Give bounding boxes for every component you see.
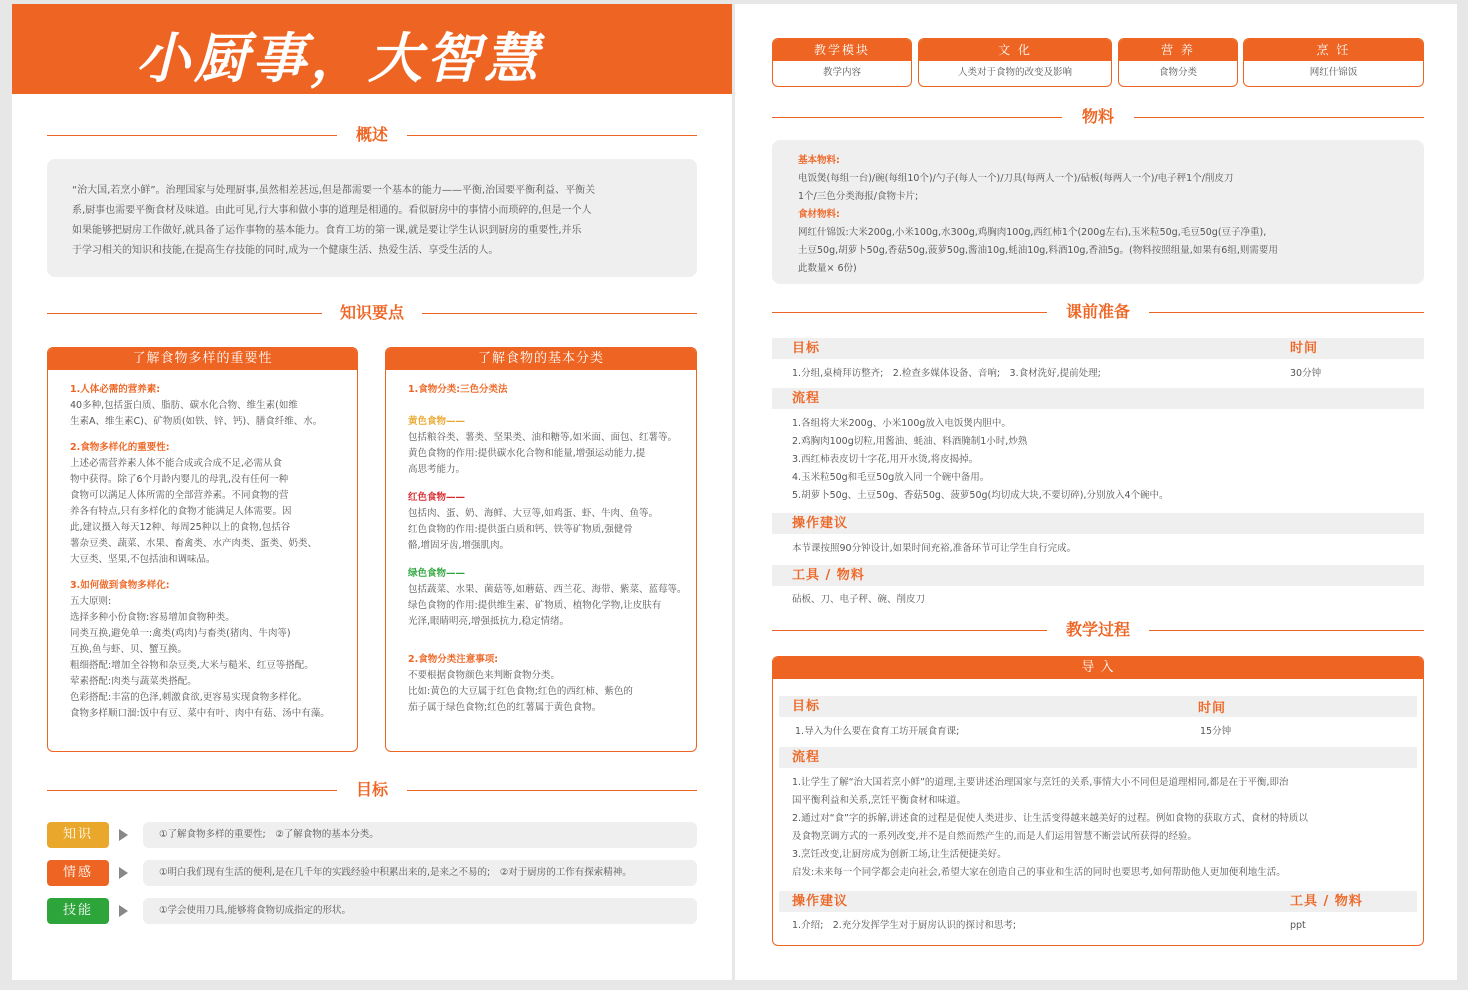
goal-text-knowledge: ①了解食物多样的重要性; ②了解食物的基本分类。 [143, 822, 697, 848]
prep-flow-band: 流程 [772, 388, 1424, 409]
process-advice-text: 1.介绍; 2.充分发挥学生对于厨房认识的探讨和思考; [792, 920, 1017, 931]
overview-heading: 概述 [47, 124, 697, 146]
goal-row-skill [47, 898, 697, 924]
card-food-variety: 了解食物多样的重要性 1.人体必需的营养素: 40多种,包括蛋白质、脂肪、碳水化合物、维生素(如维 生素A、维生素C)、矿物质(如铁、锌、钙)、膳食纤维、水。 2.食物多样化的重要性: 上述必需营养素人体不能合成或合成不足,必需从食 物中获得。除了6个月龄内婴儿的母乳,没有任何一种 食物可以满足人体所需的全部营养素。不同食物的营 养各有特点,只有多样化的食物才能满足人体需要。因 此,建议摄入每天12种、每周25种以上的食物,包括谷 薯杂豆类、蔬菜、水果、畜禽类、水产肉类、蛋类、奶类、 大豆类、坚果,不包括油和调味品。 3.如何做到食物多样化: 五大原则: 选择多种小份食物:容易增加食物种类。 同类互换,避免单一:禽类(鸡肉)与畜类(猪肉、牛肉等) 互换,鱼与虾、贝、蟹互换。 粗细搭配:增加全谷物和杂豆类,大米与糙米、红豆等搭配。 荤素搭配:肉类与蔬菜类搭配。 色彩搭配:丰富的色泽,刺激食欲,更容易实现食物多样化。 食物多样顺口溜:饭中有豆、菜中有叶、肉中有菇、汤中有藻。 [47, 347, 358, 752]
process-flow-list: 1.让学生了解“治大国若烹小鲜”的道理,主要讲述治理国家与烹饪的关系,事情大小不同但是道理相同,都是在于平衡,即治 国平衡利益和关系,烹饪平衡食材和味道。 2.通过对“食”字的拆解,讲述食的过程是促使人类进步、让生活变得越来越美好的过程。例如食物的获取方式、食材的特质以 及食物烹调方式的一系列改变,并不是自然而然产生的,而是人们运用智慧不断尝试所获得的经验。 3.烹饪改变,让厨房成为创新工场,让生活便捷美好。 启发:未来每一个同学都会走向社会,希望大家在创造自己的事业和生活的同时也要思考,如何帮助他人更加便利地生活。 [792, 777, 1308, 878]
process-flow-band: 流程 [779, 747, 1417, 768]
process-time-value: 15分钟 [1200, 726, 1232, 737]
goal-badge-emotion: 情感 [47, 860, 109, 886]
tab-culture: 文 化 人类对于食物的改变及影响 [918, 38, 1112, 87]
prep-time-value: 30分钟 [1290, 368, 1322, 379]
right-page [735, 4, 1457, 980]
process-goal-band: 目标 时间 [779, 696, 1417, 717]
title-banner [12, 4, 732, 94]
goal-text-skill: ①学会使用刀具,能够将食物切成指定的形状。 [143, 898, 697, 924]
arrow-right-icon [119, 829, 128, 841]
arrow-right-icon [119, 867, 128, 879]
process-advice-band: 操作建议 工具 / 物料 [779, 891, 1417, 912]
materials-heading: 物料 [772, 106, 1424, 128]
overview-box: “治大国,若烹小鲜”。治理国家与处理厨事,虽然相差甚远,但是都需要一个基本的能力——平衡,治国要平衡利益、平衡关 系,厨事也需要平衡食材及味道。由此可见,行大事和做小事的道理是相通的。看似厨房中的事情小而琐碎的,但是一个人 如果能够把厨房工作做好,就具备了运作事物的基本能力。食育工坊的第一课,就是要让学生认识到厨房的重要性,并乐 于学习相关的知识和技能,在提高生存技能的同时,成为一个健康生活、热爱生活、享受生活的人。 [47, 159, 697, 277]
prep-tools-band: 工具 / 物料 [772, 565, 1424, 586]
goal-row-knowledge [47, 822, 697, 848]
tab-cooking: 烹 饪 网红什锦饭 [1243, 38, 1424, 87]
goal-row-emotion [47, 860, 697, 886]
goal-badge-skill: 技能 [47, 898, 109, 924]
banner-title: 小厨事，大智慧 [136, 27, 542, 90]
arrow-right-icon [119, 905, 128, 917]
tab-module: 教学模块 教学内容 [772, 38, 912, 87]
goals-heading: 目标 [47, 779, 697, 801]
process-goal-text: 1.导入为什么要在食育工坊开展食育课; [795, 726, 960, 737]
prep-tools-text: 砧板、刀、电子秤、碗、削皮刀 [792, 594, 926, 605]
prep-advice-band: 操作建议 [772, 513, 1424, 534]
prep-flow-list: 1.各组将大米200g、小米100g放入电饭煲内胆中。 2.鸡胸肉100g切粒,用酱油、蚝油、料酒腌制1小时,炒熟 3.西红柿表皮切十字花,用开水烫,将皮揭掉。 4.玉米粒50g和毛豆50g放入同一个碗中备用。 5.胡萝卜50g、土豆50g、香菇50g、菠萝50g(均切成大块,不要切碎),分别放入4个碗中。 [792, 418, 1169, 501]
goal-text-emotion: ①明白我们现有生活的便利,是在几千年的实践经验中积累出来的,是来之不易的; ②对于厨房的工作有探索精神。 [143, 860, 697, 886]
goal-badge-knowledge: 知识 [47, 822, 109, 848]
knowledge-heading: 知识要点 [47, 302, 697, 324]
materials-box: 基本物料: 电饭煲(每组一台)/碗(每组10个)/勺子(每人一个)/刀具(每两人一个)/砧板(每两人一个)/电子秤1个/削皮刀 1个/三色分类海报/食物卡片; 食材物料: 网红什锦饭:大米200g,小米100g,水300g,鸡胸肉100g,西红柿1个(200g左右),玉米粒50g,毛豆50g(豆子净重), 土豆50g,胡萝卜50g,香菇50g,菠萝50g,酱油10g,蚝油10g,料酒10g,香油5g。(物料按照组量,如果有6组,则需要用 此数量× 6份) [772, 140, 1424, 284]
process-intro-card: 导 入 [772, 656, 1424, 946]
prep-goal-band: 目标 时间 [772, 338, 1424, 359]
prep-goal-text: 1.分组,桌椅拜访整齐; 2.检查多媒体设备、音响; 3.食材洗好,提前处理; [792, 368, 1101, 379]
prep-heading: 课前准备 [772, 301, 1424, 323]
prep-advice-text: 本节课按照90分钟设计,如果时间充裕,准备环节可让学生自行完成。 [792, 543, 1077, 554]
left-page [12, 4, 732, 980]
process-heading: 教学过程 [772, 619, 1424, 641]
tab-nutrition: 营 养 食物分类 [1118, 38, 1238, 87]
card-food-classification: 了解食物的基本分类 1.食物分类:三色分类法 黄色食物—— 包括粮谷类、薯类、坚果类、油和糖等,如米面、面包、红薯等。 黄色食物的作用:提供碳水化合物和能量,增强运动能力,提 高思考能力。 红色食物—— 包括肉、蛋、奶、海鲜、大豆等,如鸡蛋、虾、牛肉、鱼等。 红色食物的作用:提供蛋白质和钙、铁等矿物质,强健骨 骼,增固牙齿,增强肌肉。 绿色食物—— 包括蔬菜、水果、菌菇等,如蘑菇、西兰花、海带、紫菜、蓝莓等。 绿色食物的作用:提供维生素、矿物质、植物化学物,让皮肤有 光泽,眼睛明亮,增强抵抗力,稳定情绪。 2.食物分类注意事项: 不要根据食物颜色来判断食物分类。 比如:黄色的大豆属于红色食物;红色的西红柿、紫色的 茄子属于绿色食物;红色的红薯属于黄色食物。 [385, 347, 697, 752]
process-tools-value: ppt [1290, 920, 1306, 931]
